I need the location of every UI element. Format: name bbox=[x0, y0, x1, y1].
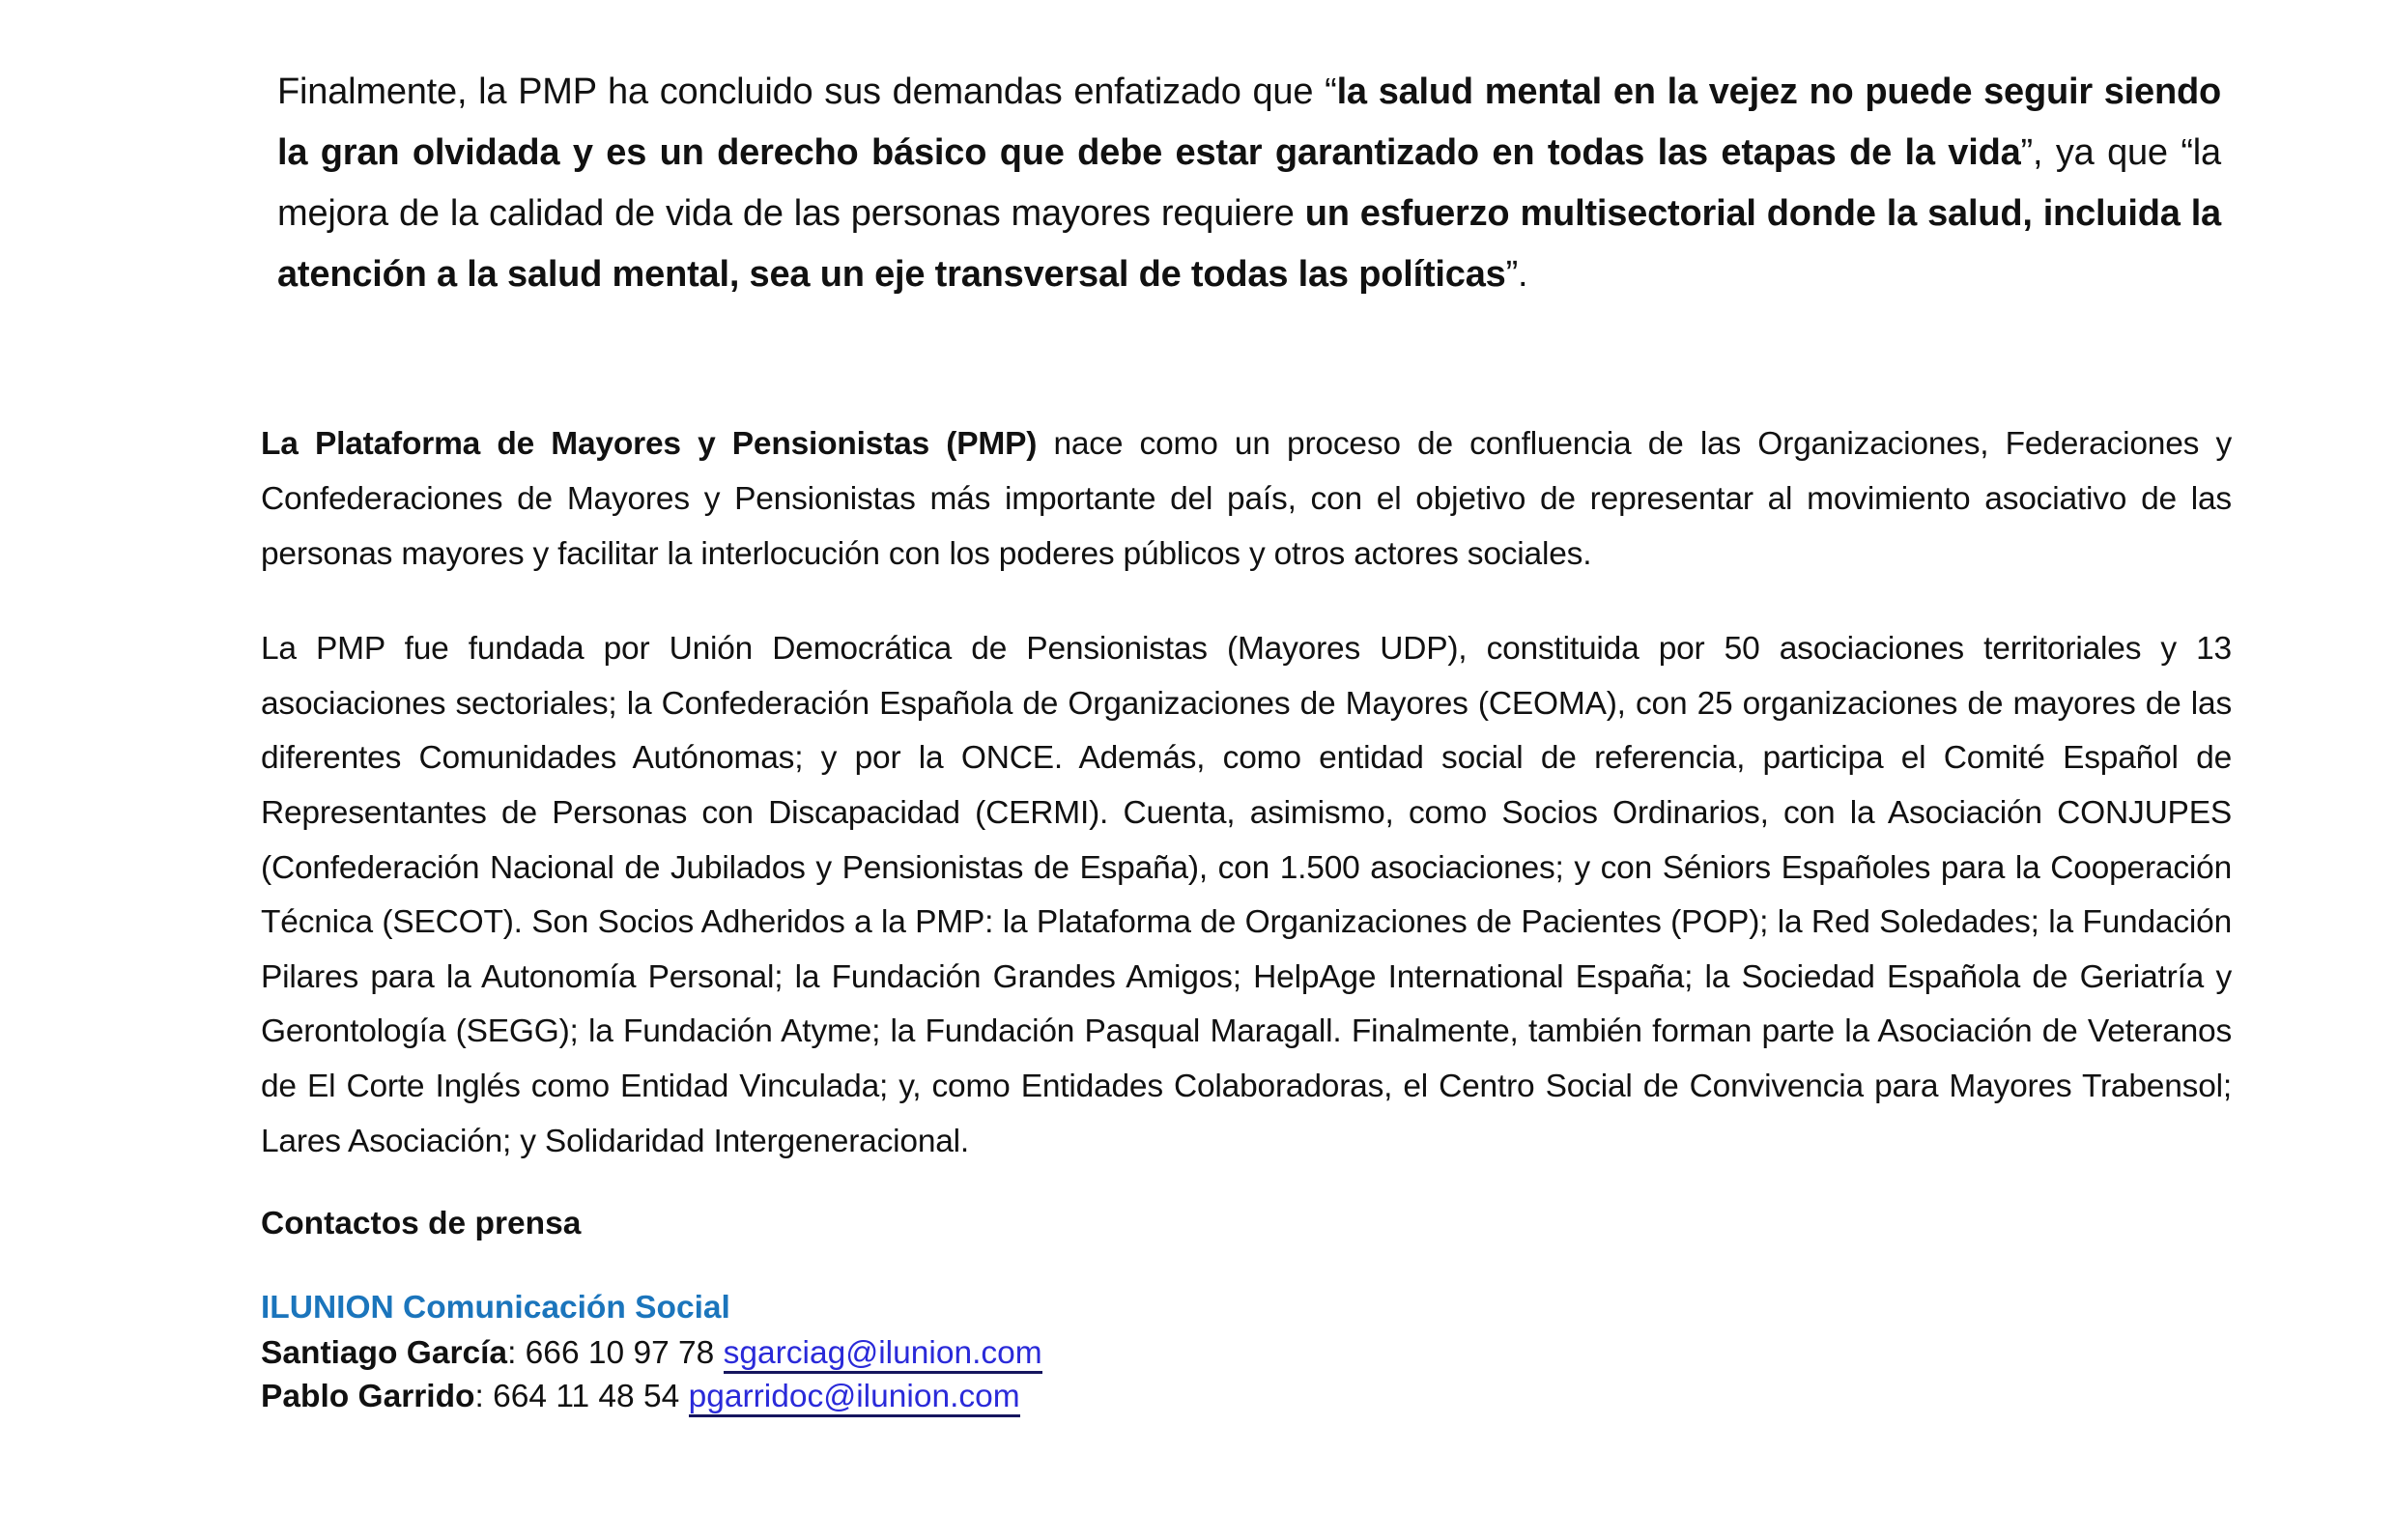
contact-line-santiago bbox=[261, 1331, 2232, 1376]
ilunion-organization-heading: ILUNION Comunicación Social bbox=[261, 1290, 730, 1326]
email-link-sgarciag[interactable]: sgarciag@ilunion.com bbox=[724, 1335, 1042, 1374]
text-segment: Pablo Garrido bbox=[261, 1379, 475, 1415]
press-contacts-heading: Contactos de prensa bbox=[261, 1206, 582, 1242]
closing-quote-paragraph bbox=[277, 62, 2221, 305]
text-segment: : 666 10 97 78 bbox=[507, 1334, 724, 1371]
text-segment: la salud mental en la vejez no puede seguir siendo la gran olvidada y es un derecho básico que debe estar garantizado en todas las etapas de la vida bbox=[277, 71, 2221, 174]
text-segment: un esfuerzo multisectorial donde la salud, incluida la atención a la salud mental, sea un eje transversal de todas las políticas bbox=[277, 193, 2221, 296]
text-segment: : 664 11 48 54 bbox=[474, 1379, 689, 1415]
pmp-intro-paragraph bbox=[261, 417, 2232, 582]
text-segment: La Plataforma de Mayores y Pensionistas (PMP) bbox=[261, 426, 1038, 463]
text-segment: ”, ya que “la mejora de la calidad de vida de las personas mayores requiere bbox=[277, 132, 2221, 235]
text-segment: Finalmente, la PMP ha concluido sus demandas enfatizado que “ bbox=[277, 71, 1337, 112]
text-segment: ”. bbox=[1505, 254, 1528, 296]
text-segment: nace como un proceso de confluencia de las Organizaciones, Federaciones y Confederaciones de Mayores y Pensionistas más importante del país, con el objetivo de representar al movimiento asociativo de las personas mayores y facilitar la interlocución con los poderes públicos y otros actores sociales. bbox=[261, 426, 2232, 572]
pmp-history-paragraph bbox=[261, 622, 2232, 1169]
contact-line-pablo bbox=[261, 1375, 2232, 1419]
email-link-pgarridoc[interactable]: pgarridoc@ilunion.com bbox=[689, 1379, 1020, 1417]
text-segment: Santiago García bbox=[261, 1334, 508, 1371]
text-segment: La PMP fue fundada por Unión Democrática de Pensionistas (Mayores UDP), constituida por 50 asociaciones territoriales y 13 asociaciones sectoriales; la Confederación Española de Organizaciones de Mayores (CEOMA), con 25 organizaciones de mayores de las diferentes Comunidades Autónomas; y por la ONCE. Además, como entidad social de referencia, participa el Comité Español de Representantes de Personas con Discapacidad (CERMI). Cuenta, asimismo, como Socios Ordinarios, con la Asociación CONJUPES (Confederación Nacional de Jubilados y Pensionistas de España), con 1.500 asociaciones; y con Séniors Españoles para la Cooperación Técnica (SECOT). Son Socios Adheridos a la PMP: la Plataforma de Organizaciones de Pacientes (POP); la Red Soledades; la Fundación Pilares para la Autonomía Personal; la Fundación Grandes Amigos; HelpAge International España; la Sociedad Española de Geriatría y Gerontología (SEGG); la Fundación Atyme; la Fundación Pasqual Maragall. Finalmente, también forman parte la Asociación de Veteranos de El Corte Inglés como Entidad Vinculada; y, como Entidades Colaboradoras, el Centro Social de Convivencia para Mayores Trabensol; Lares Asociación; y Solidaridad Intergeneracional. bbox=[261, 631, 2232, 1159]
